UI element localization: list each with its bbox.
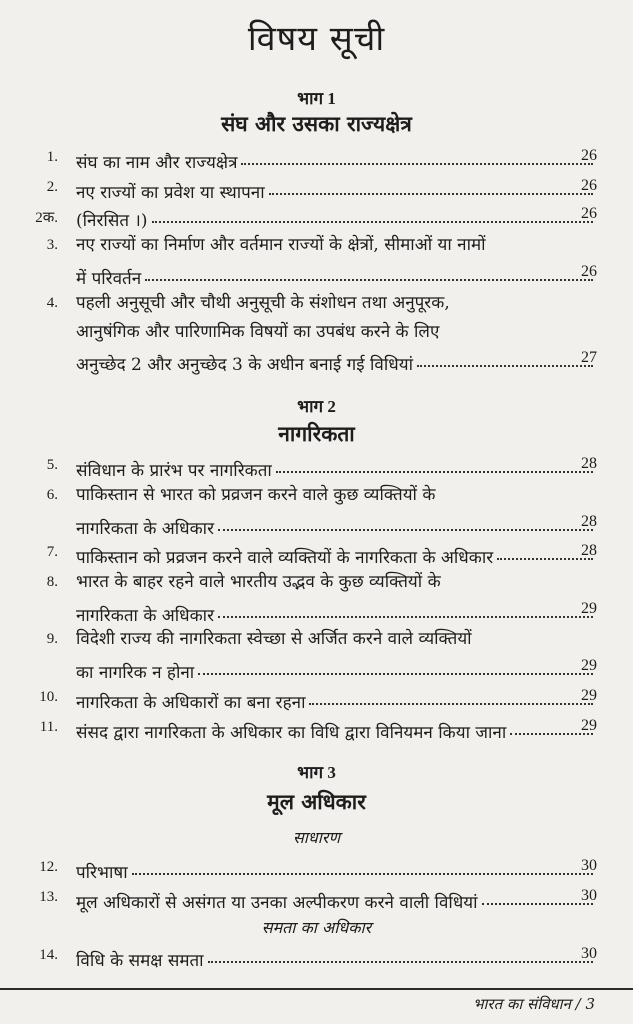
dot-leader	[208, 961, 593, 963]
entry-page: 29	[581, 687, 597, 704]
entry-page: 28	[581, 513, 597, 530]
entry-page: 27	[581, 349, 597, 366]
entry-number: 9.	[46, 631, 58, 647]
page-footer: भारत का संविधान / 3	[473, 995, 595, 1013]
entry-page: 30	[581, 945, 597, 962]
dot-leader	[276, 471, 593, 473]
entry-text-line: भारत के बाहर रहने वाले भारतीय उद्भव के कुछ व्यक्तियों के	[76, 572, 441, 592]
dot-leader	[309, 703, 593, 705]
part-label: भाग 1	[297, 89, 336, 108]
dot-leader	[132, 873, 593, 875]
entry-page: 28	[581, 542, 597, 559]
entry-text-line: विदेशी राज्य की नागरिकता स्वेच्छा से अर्जित करने वाले व्यक्तियों	[76, 629, 472, 649]
entry-number: 4.	[46, 295, 58, 311]
entry-text: में परिवर्तन	[76, 269, 142, 289]
entry-text-line: नए राज्यों का निर्माण और वर्तमान राज्यों के क्षेत्रों, सीमाओं या नामों	[76, 235, 486, 255]
entry-number: 6.	[46, 487, 58, 503]
entry-text: विधि के समक्ष समता	[76, 951, 204, 971]
entry-number: 5.	[46, 457, 58, 473]
entry-page: 29	[581, 717, 597, 734]
entry-text: का नागरिक न होना	[76, 663, 195, 683]
entry-number: 12.	[39, 859, 58, 875]
dot-leader	[145, 279, 593, 281]
entry-number: 13.	[39, 889, 58, 905]
section-title: समता का अधिकार	[261, 918, 372, 937]
dot-leader	[269, 193, 593, 195]
entry-page: 29	[581, 657, 597, 674]
entry-page: 26	[581, 147, 597, 164]
footer-rule	[0, 988, 633, 990]
entry-text: संघ का नाम और राज्यक्षेत्र	[76, 153, 238, 173]
entry-text: नागरिकता के अधिकार	[76, 606, 215, 626]
entry-number: 1.	[46, 149, 58, 165]
entry-page: 26	[581, 205, 597, 222]
entry-page: 29	[581, 600, 597, 617]
dot-leader	[218, 529, 593, 531]
entry-page: 26	[581, 263, 597, 280]
dot-leader	[152, 221, 594, 223]
entry-number: 2क.	[35, 210, 58, 226]
entry-page: 30	[581, 857, 597, 874]
part-label: भाग 2	[297, 397, 336, 416]
section-title: साधारण	[292, 828, 341, 847]
entry-text: नागरिकता के अधिकारों का बना रहना	[76, 693, 306, 713]
page-title: विषय सूची	[247, 19, 386, 59]
entry-number: 2.	[46, 179, 58, 195]
dot-leader	[218, 616, 593, 618]
dot-leader	[241, 163, 593, 165]
entry-number: 10.	[39, 689, 58, 705]
entry-text-line: पाकिस्तान से भारत को प्रव्रजन करने वाले कुछ व्यक्तियों के	[76, 485, 436, 505]
entry-number: 14.	[39, 947, 58, 963]
entry-text: अनुच्छेद 2 और अनुच्छेद 3 के अधीन बनाई गई विधियां	[76, 355, 413, 375]
entry-number: 11.	[39, 719, 58, 735]
entry-number: 3.	[46, 237, 58, 253]
entry-page: 28	[581, 455, 597, 472]
entry-text: परिभाषा	[76, 863, 128, 883]
entry-text: मूल अधिकारों से असंगत या उनका अल्पीकरण करने वाली विधियां	[76, 893, 478, 913]
dot-leader	[198, 673, 593, 675]
entry-text: (निरसित ।)	[76, 211, 148, 231]
entry-text-line: पहली अनुसूची और चौथी अनुसूची के संशोधन तथा अनुपूरक,	[76, 293, 450, 313]
entry-text: पाकिस्तान को प्रव्रजन करने वाले व्यक्तियों के नागरिकता के अधिकार	[76, 548, 494, 568]
part-title: संघ और उसका राज्यक्षेत्र	[221, 111, 412, 136]
entry-text-line: आनुषंगिक और पारिणामिक विषयों का उपबंध करने के लिए	[76, 322, 440, 342]
entry-page: 30	[581, 887, 597, 904]
entry-text: संविधान के प्रारंभ पर नागरिकता	[76, 461, 272, 481]
part-title: नागरिकता	[278, 421, 355, 446]
entry-text: नए राज्यों का प्रवेश या स्थापना	[76, 183, 265, 203]
part-title: मूल अधिकार	[267, 789, 366, 814]
part-label: भाग 3	[297, 763, 336, 782]
entry-text: नागरिकता के अधिकार	[76, 519, 215, 539]
entry-text: संसद द्वारा नागरिकता के अधिकार का विधि द्वारा विनियमन किया जाना	[76, 723, 507, 743]
entry-number: 7.	[46, 544, 58, 560]
entry-page: 26	[581, 177, 597, 194]
entry-number: 8.	[46, 574, 58, 590]
